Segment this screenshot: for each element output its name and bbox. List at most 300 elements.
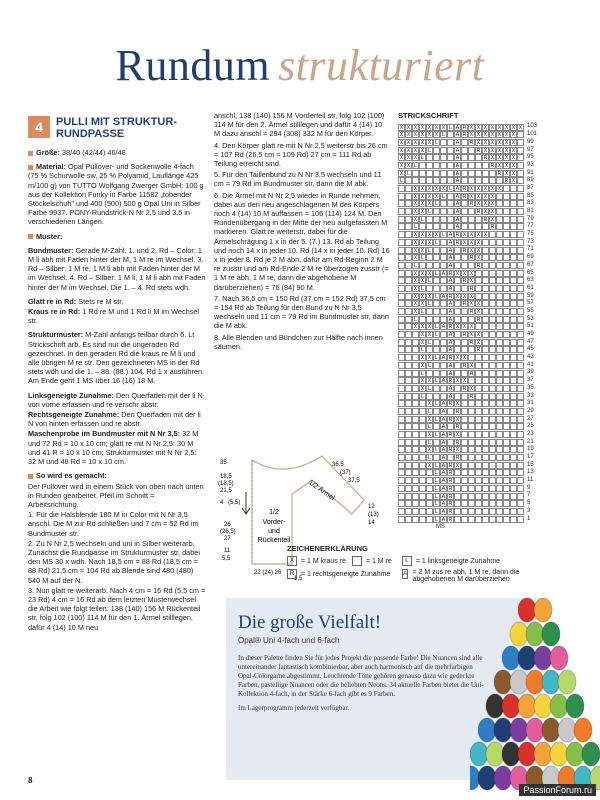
chart-cell	[398, 339, 405, 346]
direction-arrow-icon	[242, 492, 250, 514]
chart-row-number: 29	[527, 407, 534, 414]
chart-cell	[517, 446, 524, 453]
chart-cell	[489, 308, 496, 315]
chart-cell: L	[434, 501, 439, 508]
chart-cell: A	[441, 408, 446, 415]
chart-cell	[517, 285, 524, 292]
chart-cell	[454, 485, 461, 492]
chart-cell	[510, 477, 517, 484]
chart-row	[398, 146, 574, 154]
chart-cell	[510, 270, 517, 277]
chart-cell: A	[441, 493, 446, 500]
chart-cell	[412, 469, 419, 476]
chart-cell	[461, 346, 468, 353]
chart-cell	[447, 131, 454, 138]
chart-cell	[398, 493, 405, 500]
chart-cell: A	[448, 393, 453, 400]
chart-cell	[489, 493, 496, 500]
chart-cell	[503, 416, 510, 423]
chart-cell	[475, 154, 482, 161]
chart-cell	[482, 500, 489, 507]
chart-cell	[405, 331, 412, 338]
chart-cell	[461, 339, 468, 346]
chart-cell	[510, 277, 517, 284]
chart-cell: X	[413, 132, 418, 139]
chart-cell	[405, 377, 412, 384]
chart-cell: A	[441, 455, 446, 462]
chart-cell: X	[462, 324, 467, 331]
chart-cell	[510, 254, 517, 261]
chart-cell: X	[504, 124, 509, 131]
yarn-ball	[566, 694, 584, 718]
chart-cell: X	[427, 270, 432, 277]
chart-cell	[489, 393, 496, 400]
chart-cell	[454, 331, 461, 338]
chart-cell: X	[420, 232, 425, 239]
chart-cell: X	[483, 186, 488, 193]
chart-cell	[496, 223, 503, 230]
measure-4: 4	[220, 500, 224, 506]
chart-cell	[517, 247, 524, 254]
chart-cell	[489, 377, 496, 384]
chart-cell	[398, 508, 405, 515]
chart-cell	[475, 323, 482, 330]
yarn-ball	[542, 718, 560, 742]
chart-cell	[426, 170, 433, 177]
chart-row	[398, 231, 574, 239]
chart-cell	[426, 346, 433, 353]
chart-row	[398, 469, 574, 477]
chart-cell	[503, 293, 510, 300]
chart-cell	[517, 423, 524, 430]
chart-cell: R	[455, 408, 460, 415]
chart-cell	[489, 346, 496, 353]
promo-heading: Die große Vielfalt!	[238, 612, 382, 633]
chart-cell	[419, 493, 426, 500]
yarn-ball	[558, 670, 576, 694]
chart-cell	[447, 208, 454, 215]
chart-cell: A	[455, 124, 460, 131]
chart-cell: X	[406, 124, 411, 131]
chart-cell: R	[448, 378, 453, 385]
chart-cell	[461, 200, 468, 207]
chart-cell	[517, 300, 524, 307]
chart-cell	[405, 446, 412, 453]
chart-cell	[461, 262, 468, 269]
chart-cell	[482, 462, 489, 469]
chart-cell	[461, 439, 468, 446]
chart-cell	[482, 339, 489, 346]
chart-row	[398, 362, 574, 370]
chart-cell	[454, 339, 461, 346]
chart-row	[398, 123, 574, 131]
chart-cell: A	[455, 155, 460, 162]
chart-cell	[468, 170, 475, 177]
chart-cell	[426, 393, 433, 400]
chart-row-number: 99	[527, 138, 534, 145]
chart-cell: L	[406, 170, 411, 177]
ms-label: MS	[436, 523, 445, 530]
chart-cell	[398, 208, 405, 215]
chart-cell	[405, 262, 412, 269]
chart-cell	[482, 446, 489, 453]
chart-row	[398, 485, 574, 493]
chart-cell: L	[420, 216, 425, 223]
chart-cell	[440, 162, 447, 169]
chart-cell: X	[511, 178, 516, 185]
chart-cell	[412, 170, 419, 177]
chart-cell	[405, 354, 412, 361]
chart-row-number: 21	[527, 438, 534, 445]
chart-cell	[468, 462, 475, 469]
chart-cell	[517, 308, 524, 315]
chart-cell	[517, 516, 524, 523]
chart-cell	[405, 193, 412, 200]
chart-cell	[426, 493, 433, 500]
chart-cell: X	[420, 209, 425, 216]
chart-cell: X	[455, 447, 460, 454]
chart-row-number: 3	[527, 507, 531, 514]
chart-cell: X	[490, 216, 495, 223]
yarn-ball	[550, 742, 568, 766]
chart-cell: X	[476, 193, 481, 200]
chart-cell	[496, 385, 503, 392]
bullet-icon	[28, 474, 33, 479]
chart-cell	[503, 231, 510, 238]
chart-cell	[517, 170, 524, 177]
chart-cell	[433, 154, 440, 161]
chart-cell	[517, 139, 524, 146]
chart-cell	[454, 370, 461, 377]
chart-cell: L	[427, 424, 432, 431]
chart-cell: X	[483, 147, 488, 154]
chart-cell	[510, 377, 517, 384]
glatt-paragraph: Glatt re in Rd: Stets re M str.	[28, 296, 124, 306]
chart-cell	[447, 223, 454, 230]
chart-row	[398, 377, 574, 385]
measure-5-5b: 5,5	[222, 556, 231, 562]
chart-cell: R	[490, 162, 495, 169]
chart-cell: X	[406, 147, 411, 154]
chart-cell	[398, 462, 405, 469]
chart-cell: X	[469, 332, 474, 339]
chart-cell	[405, 293, 412, 300]
measure-26: 26	[224, 522, 231, 528]
chart-row	[398, 139, 574, 147]
chart-cell	[440, 316, 447, 323]
chart-cell: X	[406, 132, 411, 139]
chart-cell: X	[504, 170, 509, 177]
chart-cell: X	[434, 193, 439, 200]
chart-cell: R	[476, 262, 481, 269]
chart-cell	[461, 493, 468, 500]
yarn-ball	[502, 646, 520, 670]
chart-cell: R	[462, 193, 467, 200]
chart-cell	[468, 223, 475, 230]
chart-cell	[482, 400, 489, 407]
chart-cell: R	[448, 293, 453, 300]
chart-cell: X	[434, 124, 439, 131]
chart-cell	[398, 239, 405, 246]
chart-row	[398, 215, 574, 223]
chart-cell	[510, 285, 517, 292]
chart-cell	[398, 469, 405, 476]
chart-cell	[496, 362, 503, 369]
chart-row	[398, 185, 574, 193]
chart-cell: X	[476, 139, 481, 146]
yarn-ball	[518, 694, 536, 718]
chart-cell	[510, 300, 517, 307]
chart-cell	[517, 416, 524, 423]
title-accent: strukturiert	[278, 41, 485, 90]
chart-cell: A	[455, 170, 460, 177]
chart-cell: L	[434, 139, 439, 146]
chart-row	[398, 492, 574, 500]
chart-cell	[440, 147, 447, 154]
yarn-ball	[550, 694, 568, 718]
chart-cell: X	[455, 401, 460, 408]
chart-cell	[398, 254, 405, 261]
chart-cell	[517, 208, 524, 215]
chart-cell	[503, 370, 510, 377]
legend-item: R = 1 rechtsgeneigte Zunahme	[287, 569, 392, 579]
chart-cell	[503, 185, 510, 192]
chart-cell	[447, 177, 454, 184]
chart-cell: X	[427, 355, 432, 362]
chart-cell	[510, 231, 517, 238]
chart-row	[398, 423, 574, 431]
chart-cell	[454, 285, 461, 292]
yarn-ball	[534, 742, 552, 766]
chart-cell	[489, 485, 496, 492]
chart-row	[398, 277, 574, 285]
chart-cell	[412, 516, 419, 523]
chart-cell	[461, 408, 468, 415]
chart-cell: L	[413, 316, 418, 323]
chart-cell	[440, 177, 447, 184]
chart-cell	[412, 477, 419, 484]
chart-cell	[475, 485, 482, 492]
chart-cell	[510, 446, 517, 453]
chart-cell: L	[427, 385, 432, 392]
chart-cell	[419, 177, 426, 184]
chart-row-number: 19	[527, 446, 534, 453]
chart-cell	[510, 493, 517, 500]
chart-cell	[433, 423, 440, 430]
chart-cell: X	[511, 139, 516, 146]
chart-cell: A	[455, 193, 460, 200]
yarn-ball	[510, 622, 528, 646]
chart-cell	[398, 400, 405, 407]
chart-cell	[475, 400, 482, 407]
chart-cell	[461, 393, 468, 400]
chart-cell: X	[427, 139, 432, 146]
chart-cell	[433, 408, 440, 415]
chart-cell	[475, 270, 482, 277]
chart-cell	[475, 439, 482, 446]
chart-cell	[489, 423, 496, 430]
chart-cell	[482, 370, 489, 377]
chart-cell: R	[469, 285, 474, 292]
chart-cell	[433, 223, 440, 230]
chart-row	[398, 515, 574, 523]
chart-cell	[461, 400, 468, 407]
chart-cell	[433, 362, 440, 369]
chart-cell	[489, 400, 496, 407]
chart-cell: X	[420, 247, 425, 254]
label-half: 1/2	[269, 509, 279, 516]
chart-cell: L	[434, 270, 439, 277]
chart-row-number: 69	[527, 254, 534, 261]
chart-cell	[398, 370, 405, 377]
chart-cell	[482, 516, 489, 523]
chart-cell	[405, 308, 412, 315]
chart-cell	[503, 346, 510, 353]
chart-cell	[503, 354, 510, 361]
chart-cell	[405, 370, 412, 377]
chart-cell: X	[490, 132, 495, 139]
chart-cell	[510, 400, 517, 407]
chart-cell: X	[504, 147, 509, 154]
chart-cell	[398, 477, 405, 484]
chart-cell	[419, 446, 426, 453]
chart-cell: X	[399, 147, 404, 154]
chart-cell	[426, 308, 433, 315]
chart-row-number: 11	[527, 477, 534, 484]
chart-cell: X	[441, 186, 446, 193]
chart-cell	[398, 485, 405, 492]
chart-cell	[447, 193, 454, 200]
chart-cell	[510, 485, 517, 492]
chart-cell	[510, 223, 517, 230]
chart-cell: X	[511, 162, 516, 169]
chart-cell	[433, 300, 440, 307]
chart-cell	[405, 469, 412, 476]
chart-cell	[482, 247, 489, 254]
chart-cell	[405, 516, 412, 523]
chart-cell: L	[427, 339, 432, 346]
chart-cell	[419, 469, 426, 476]
chart-cell	[496, 262, 503, 269]
chart-cell	[510, 247, 517, 254]
chart-cell: L	[399, 178, 404, 185]
chart-cell	[510, 323, 517, 330]
chart-cell	[468, 354, 475, 361]
chart-cell: X	[420, 139, 425, 146]
chart-cell: X	[476, 232, 481, 239]
chart-cell: A	[455, 209, 460, 216]
chart-row-number: 87	[527, 184, 534, 191]
chart-cell	[405, 316, 412, 323]
chart-cell: L	[448, 186, 453, 193]
chart-cell	[412, 370, 419, 377]
chart-row-number: 59	[527, 292, 534, 299]
chart-cell	[489, 316, 496, 323]
chart-cell	[440, 300, 447, 307]
chart-cell	[412, 485, 419, 492]
yarn-ball	[534, 694, 552, 718]
chart-cell	[496, 247, 503, 254]
chart-cell	[433, 439, 440, 446]
chart-cell	[496, 454, 503, 461]
chart-cell: R	[476, 147, 481, 154]
chart-cell	[482, 331, 489, 338]
chart-cell: X	[420, 378, 425, 385]
chart-cell	[461, 477, 468, 484]
measure-11: 11	[224, 548, 231, 554]
chart-cell	[517, 485, 524, 492]
chart-cell	[405, 339, 412, 346]
chart-cell	[503, 423, 510, 430]
chart-cell	[496, 239, 503, 246]
chart-cell	[433, 308, 440, 315]
chart-cell: X	[490, 155, 495, 162]
chart-cell	[426, 262, 433, 269]
chart-cell	[419, 500, 426, 507]
measure-36-5: 36,5	[332, 462, 344, 468]
chart-cell	[475, 354, 482, 361]
chart-cell	[489, 177, 496, 184]
chart-cell	[510, 362, 517, 369]
chart-cell	[405, 431, 412, 438]
chart-cell	[433, 277, 440, 284]
chart-cell	[398, 416, 405, 423]
chart-cell: X	[413, 155, 418, 162]
chart-row-number: 85	[527, 192, 534, 199]
chart-cell	[475, 462, 482, 469]
chart-cell: A	[441, 401, 446, 408]
chart-cell	[503, 400, 510, 407]
chart-cell: A	[441, 416, 446, 423]
chart-cell: L	[427, 278, 432, 285]
chart-cell	[412, 454, 419, 461]
chart-cell: X	[406, 162, 411, 169]
yarn-ball	[502, 694, 520, 718]
chart-cell	[489, 239, 496, 246]
size-paragraph: Größe: 38/40 (42/44) 46/48	[28, 148, 206, 157]
chart-cell: R	[455, 439, 460, 446]
chart-cell	[454, 385, 461, 392]
chart-cell	[517, 177, 524, 184]
label-sleeve: 1/2 Ärmel	[306, 479, 336, 503]
chart-cell: X	[469, 232, 474, 239]
chart-cell	[517, 147, 524, 154]
chart-cell: L	[427, 209, 432, 216]
chart-cell	[454, 508, 461, 515]
chart-cell	[496, 339, 503, 346]
chart-cell: L	[427, 301, 432, 308]
chart-cell	[468, 408, 475, 415]
chart-row-number: 71	[527, 246, 534, 253]
chart-row	[398, 461, 574, 469]
chart-cell	[475, 293, 482, 300]
chart-cell	[398, 216, 405, 223]
chart-cell	[475, 370, 482, 377]
chart-cell	[517, 323, 524, 330]
chart-cell: R	[469, 393, 474, 400]
yarn-ball	[502, 742, 520, 766]
chart-cell	[503, 493, 510, 500]
chart-cell	[517, 393, 524, 400]
chart-cell: X	[413, 324, 418, 331]
chart-cell	[475, 431, 482, 438]
legend-body	[287, 556, 587, 586]
chart-cell: X	[399, 162, 404, 169]
chart-cell	[510, 370, 517, 377]
chart-cell	[510, 316, 517, 323]
chart-cell	[475, 423, 482, 430]
chart-cell	[468, 485, 475, 492]
